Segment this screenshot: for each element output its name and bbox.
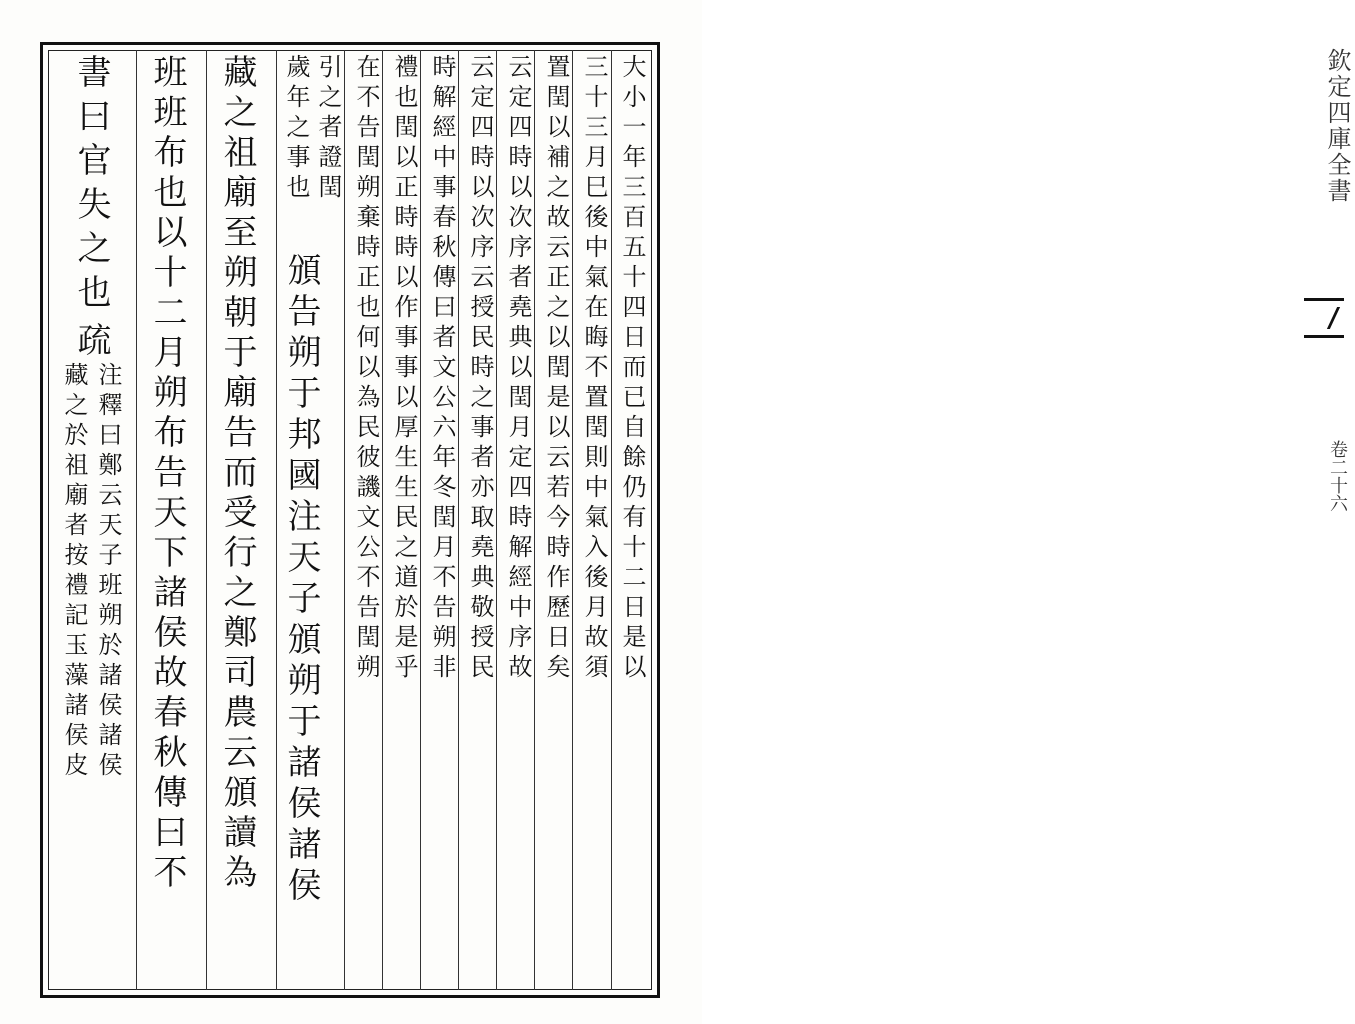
- subcolumn: 引之者證閏: [314, 54, 342, 204]
- column-rule: [534, 50, 535, 990]
- shu-marker: 疏: [71, 322, 111, 362]
- column-rule: [420, 50, 421, 990]
- column-rule: [496, 50, 497, 990]
- text-column: 置閏以補之故云正之以閏是以云若今時作歷日矣: [542, 54, 570, 684]
- column-rule: [382, 50, 383, 990]
- text-column: 禮也閏以正時時以作事事以厚生生民之道於是乎: [390, 54, 418, 684]
- column-rule: [344, 50, 345, 990]
- main-text-column: 藏之祖廟至朔朝于廟告而受行之鄭司農云頒讀為: [217, 54, 257, 894]
- column-rule: [276, 50, 277, 990]
- main-text-column: 頒告朔于邦國注天子頒朔于諸侯諸侯: [281, 252, 321, 908]
- juan-label: 卷二十六: [1327, 440, 1348, 512]
- column-rule: [458, 50, 459, 990]
- text-column: 時解經中事春秋傳曰者文公六年冬閏月不告朔非: [428, 54, 456, 684]
- column-rule: [611, 50, 612, 990]
- column-rule: [136, 50, 137, 990]
- text-column: 大小一年三百五十四日而已自餘仍有十二日是以: [618, 54, 646, 684]
- main-text-column: 班班布也以十二月朔布告天下諸侯故春秋傳曰不: [147, 54, 187, 894]
- note-column: 藏之於祖廟者按禮記玉藻諸侯皮: [60, 362, 88, 782]
- column-rule: [572, 50, 573, 990]
- column-rule: [206, 50, 207, 990]
- main-text-column: 書曰官失之也: [71, 54, 111, 318]
- text-column: 云定四時以次序云授民時之事者亦取堯典敬授民: [466, 54, 494, 684]
- text-column: 云定四時以次序者堯典以閏月定四時解經中序故: [504, 54, 532, 684]
- fishtail-ornament: [1304, 298, 1344, 338]
- text-column: 三十三月巳後中氣在晦不置閏則中氣入後月故須: [580, 54, 608, 684]
- book-title: 欽定四庫全書: [1323, 48, 1351, 204]
- subcolumn: 歲年之事也: [282, 54, 310, 204]
- text-column: 在不告閏朔棄時正也何以為民彼譏文公不告閏朔: [352, 54, 380, 684]
- note-column: 注釋曰鄭云天子班朔於諸侯諸侯: [94, 362, 122, 782]
